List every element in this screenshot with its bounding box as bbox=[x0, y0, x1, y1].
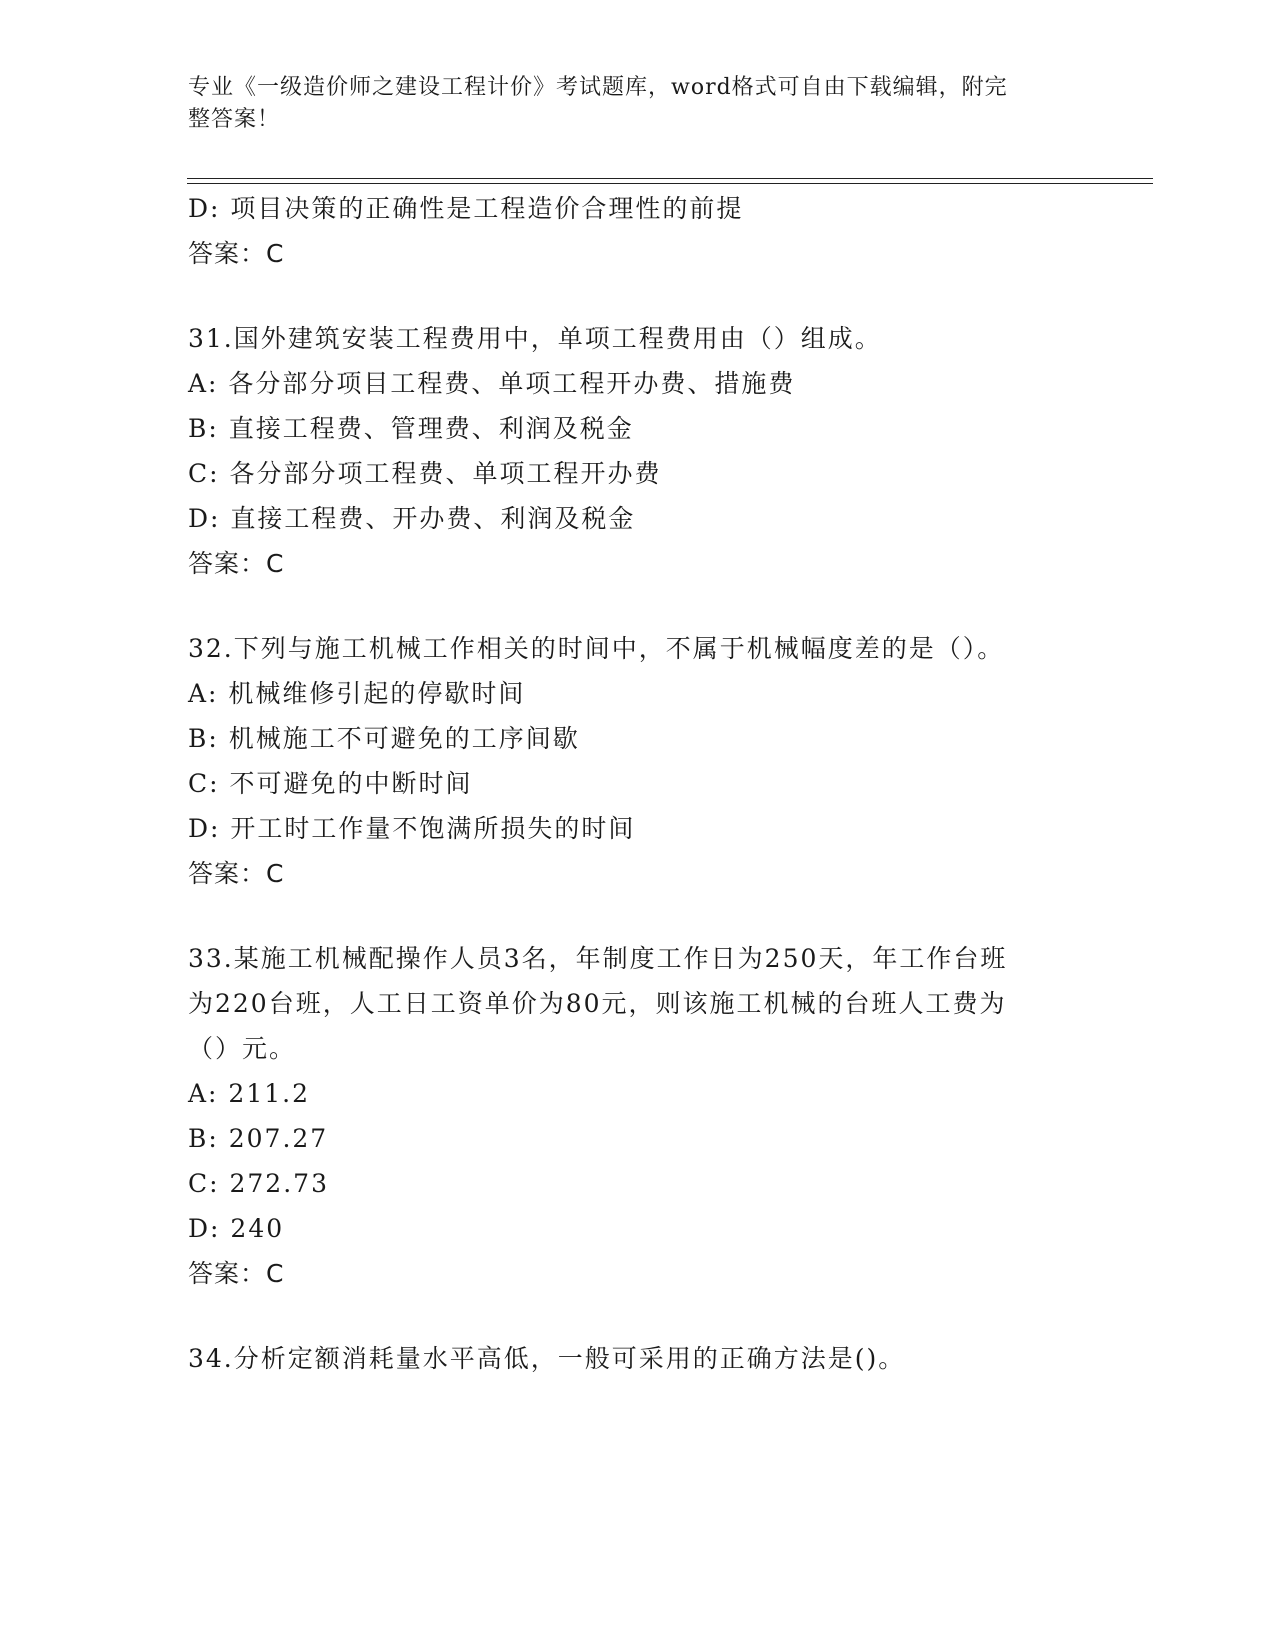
header-line-2: 整答案！ bbox=[188, 107, 281, 132]
answer-line: 答案：C bbox=[188, 549, 285, 578]
option-d: D: 开工时工作量不饱满所损失的时间 bbox=[188, 814, 636, 843]
header-line-1: 专业《一级造价师之建设工程计价》考试题库，word格式可自由下载编辑，附完 bbox=[188, 75, 1008, 100]
question-text-line-2: 为220台班，人工日工资单价为80元，则该施工机械的台班人工费为 bbox=[188, 989, 1007, 1018]
option-a: A: 211.2 bbox=[188, 1079, 310, 1108]
header-divider-top bbox=[187, 178, 1153, 179]
question-text: 31.国外建筑安装工程费用中，单项工程费用由（）组成。 bbox=[188, 324, 882, 353]
carryover-block bbox=[188, 186, 1088, 276]
question-33 bbox=[188, 936, 1088, 1296]
question-text-line-3: （）元。 bbox=[188, 1034, 297, 1063]
option-c: C: 272.73 bbox=[188, 1169, 329, 1198]
option-c: C: 各分部分项工程费、单项工程开办费 bbox=[188, 459, 662, 488]
question-32 bbox=[188, 626, 1088, 896]
option-a: A: 机械维修引起的停歇时间 bbox=[188, 679, 526, 708]
option-c: C: 不可避免的中断时间 bbox=[188, 769, 473, 798]
question-text-line-1: 33.某施工机械配操作人员3名，年制度工作日为250天，年工作台班 bbox=[188, 944, 1008, 973]
answer-line: 答案：C bbox=[188, 1259, 285, 1288]
option-d: D: 直接工程费、开办费、利润及税金 bbox=[188, 504, 636, 533]
document-body bbox=[188, 186, 1088, 1381]
question-34 bbox=[188, 1336, 1088, 1381]
option-b: B: 207.27 bbox=[188, 1124, 329, 1153]
question-text: 34.分析定额消耗量水平高低，一般可采用的正确方法是()。 bbox=[188, 1344, 906, 1373]
option-d: D: 项目决策的正确性是工程造价合理性的前提 bbox=[188, 194, 744, 223]
option-a: A: 各分部分项目工程费、单项工程开办费、措施费 bbox=[188, 369, 796, 398]
question-text: 32.下列与施工机械工作相关的时间中，不属于机械幅度差的是（）。 bbox=[188, 634, 1005, 663]
option-d: D: 240 bbox=[188, 1214, 285, 1243]
document-header bbox=[188, 72, 1068, 136]
header-divider-bottom bbox=[187, 183, 1153, 184]
question-31 bbox=[188, 316, 1088, 586]
option-b: B: 机械施工不可避免的工序间歇 bbox=[188, 724, 580, 753]
option-b: B: 直接工程费、管理费、利润及税金 bbox=[188, 414, 634, 443]
answer-line: 答案：C bbox=[188, 239, 285, 268]
answer-line: 答案：C bbox=[188, 859, 285, 888]
